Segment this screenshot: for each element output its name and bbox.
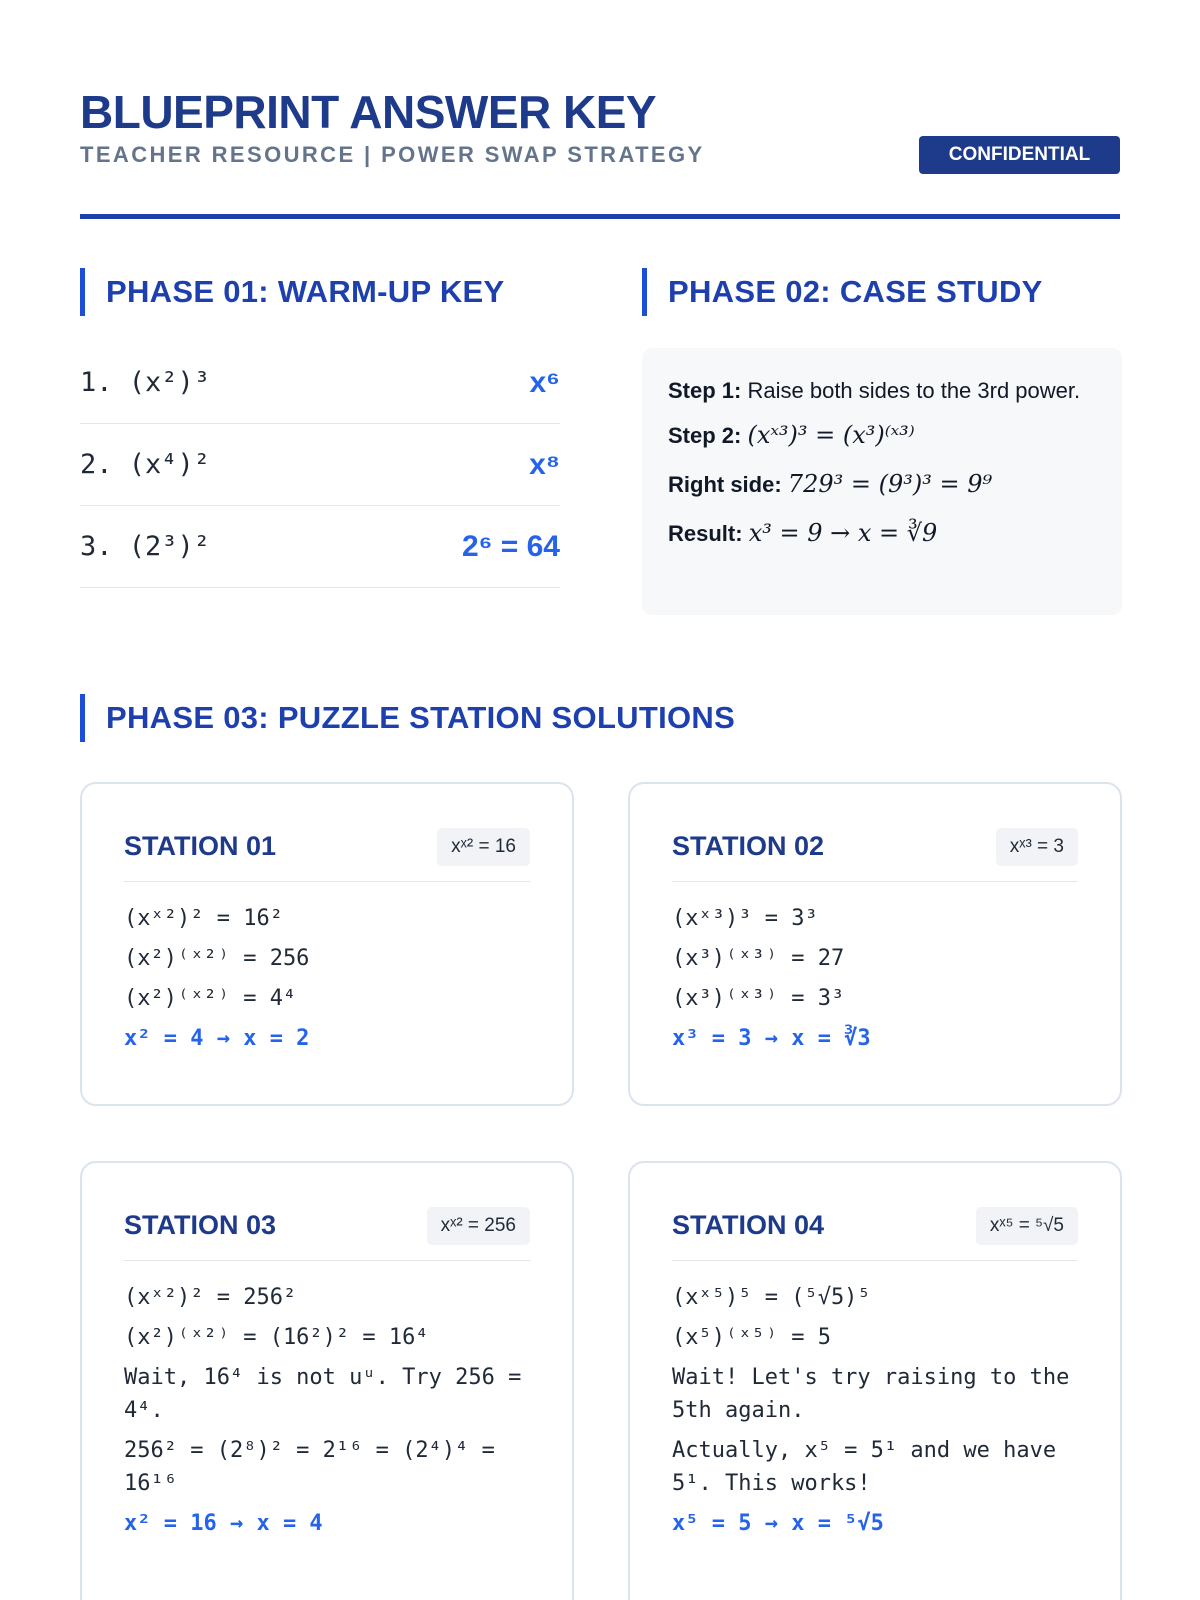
solution-answer: x⁵ = 5 → x = ⁵√5 xyxy=(672,1511,884,1536)
warmup-item xyxy=(80,506,560,588)
warmup-answer: x⁸ xyxy=(529,447,560,481)
station-equation-badge: xˣ³ = 3 xyxy=(996,828,1078,866)
solution-line: (xˣ³)³ = 3³ xyxy=(672,906,818,931)
solution-line: (x²)⁽ˣ²⁾ = (16²)² = 16⁴ xyxy=(124,1325,429,1350)
phase2-heading: PHASE 02: CASE STUDY xyxy=(642,268,1122,316)
case-step2 xyxy=(668,418,1096,453)
case-step2-label: Step 2: xyxy=(668,423,742,448)
station-header xyxy=(124,822,530,882)
solution-line: 256² = (2⁸)² = 2¹⁶ = (2⁴)⁴ = 16¹⁶ xyxy=(124,1438,495,1496)
warmup-question: 2. (x⁴)² xyxy=(80,449,211,480)
solution-line: Wait! Let's try raising to the 5th again. xyxy=(672,1365,1070,1423)
station-solution xyxy=(672,902,1078,1062)
case-right-side xyxy=(668,467,1096,502)
document-subtitle: TEACHER RESOURCE | POWER SWAP STRATEGY xyxy=(80,142,705,167)
case-step1-label: Step 1: xyxy=(668,378,742,403)
case-right-label: Right side: xyxy=(668,472,782,497)
warmup-item xyxy=(80,342,560,424)
warmup-answer: 2⁶ = 64 xyxy=(461,529,560,563)
warmup-question: 3. (2³)² xyxy=(80,531,211,562)
solution-line: (x²)⁽ˣ²⁾ = 256 xyxy=(124,946,310,971)
station-title: STATION 03 xyxy=(124,1210,277,1240)
station-header xyxy=(672,1201,1078,1261)
station-card-03 xyxy=(80,1161,574,1600)
station-solution xyxy=(124,902,530,1062)
station-header xyxy=(124,1201,530,1261)
phase1-heading: PHASE 01: WARM-UP KEY xyxy=(80,268,560,316)
case-step1 xyxy=(668,374,1096,408)
station-solution xyxy=(672,1281,1078,1547)
header-divider xyxy=(80,214,1120,219)
station-equation-badge: xˣ⁵ = ⁵√5 xyxy=(976,1207,1078,1245)
solution-answer: x³ = 3 → x = ∛3 xyxy=(672,1026,871,1051)
solution-line: (x³)⁽ˣ³⁾ = 27 xyxy=(672,946,845,971)
solution-line: (x²)⁽ˣ²⁾ = 4⁴ xyxy=(124,986,297,1011)
station-card-04 xyxy=(628,1161,1122,1600)
station-header xyxy=(672,822,1078,882)
confidential-badge: CONFIDENTIAL xyxy=(919,136,1120,174)
station-equation-badge: xˣ² = 16 xyxy=(437,828,530,866)
station-title: STATION 04 xyxy=(672,1210,825,1240)
station-title: STATION 02 xyxy=(672,831,825,861)
warmup-question: 1. (x²)³ xyxy=(80,367,211,398)
case-step1-text: Raise both sides to the 3rd power. xyxy=(747,378,1081,403)
solution-line: Wait, 16⁴ is not uᵘ. Try 256 = 4⁴. xyxy=(124,1365,522,1423)
document-title: BLUEPRINT ANSWER KEY xyxy=(80,86,657,138)
solution-answer: x² = 16 → x = 4 xyxy=(124,1511,323,1536)
solution-line: (x⁵)⁽ˣ⁵⁾ = 5 xyxy=(672,1325,831,1350)
case-result-math: x³ = 9 → x = ∛9 xyxy=(748,519,938,547)
warmup-item xyxy=(80,424,560,506)
case-result xyxy=(668,516,1096,551)
station-card-02 xyxy=(628,782,1122,1106)
solution-answer: x² = 4 → x = 2 xyxy=(124,1026,310,1051)
station-title: STATION 01 xyxy=(124,831,277,861)
solution-line: (xˣ⁵)⁵ = (⁵√5)⁵ xyxy=(672,1285,871,1310)
solution-line: Actually, x⁵ = 5¹ and we have 5¹. This works! xyxy=(672,1438,1057,1496)
phase3-heading: PHASE 03: PUZZLE STATION SOLUTIONS xyxy=(80,694,1120,742)
document-header xyxy=(80,86,1120,168)
station-solution xyxy=(124,1281,530,1547)
case-study-box xyxy=(642,348,1122,615)
case-right-math: 729³ = (9³)³ = 9⁹ xyxy=(787,470,993,498)
solution-line: (xˣ²)² = 16² xyxy=(124,906,283,931)
case-result-label: Result: xyxy=(668,521,743,546)
solution-line: (x³)⁽ˣ³⁾ = 3³ xyxy=(672,986,845,1011)
warmup-list xyxy=(80,342,560,588)
case-step2-math: (xˣ³)³ = (x³)⁽ˣ³⁾ xyxy=(747,421,915,449)
station-equation-badge: xˣ² = 256 xyxy=(427,1207,530,1245)
station-card-01 xyxy=(80,782,574,1106)
solution-line: (xˣ²)² = 256² xyxy=(124,1285,297,1310)
warmup-answer: x⁶ xyxy=(529,365,560,399)
